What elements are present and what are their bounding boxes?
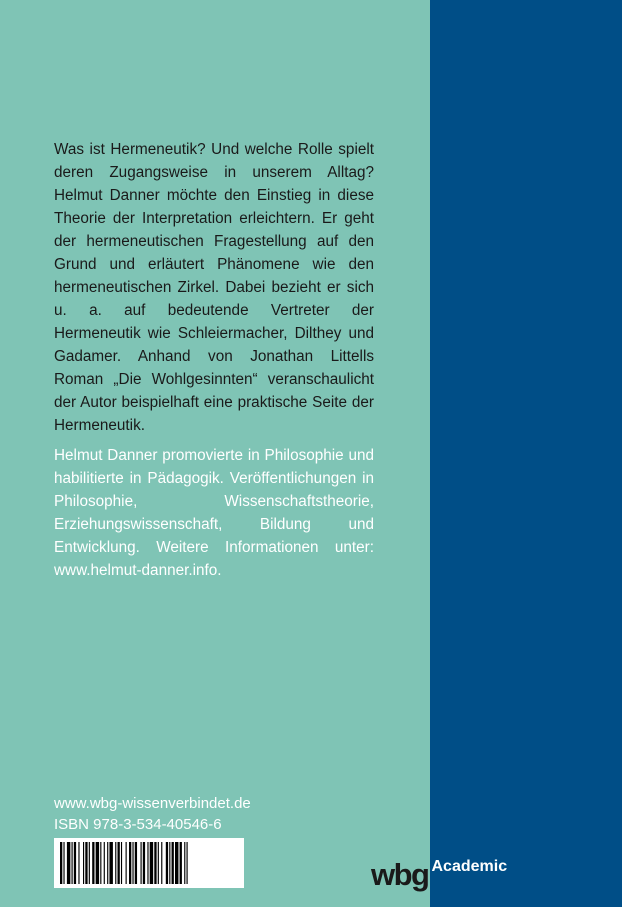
publisher-website: www.wbg-wissenverbindet.de [54, 795, 251, 812]
right-panel [430, 0, 622, 907]
publisher-info [54, 793, 384, 835]
author-bio: Helmut Danner promovierte in Philosophie und habilitierte in Pädagogik. Veröffentlichungen in Philosophie, Wissenschaftstheorie, Erziehungswissenschaft, Bildung und Entwicklung. Weitere Informationen unter: www.helmut-danner.info. [54, 447, 374, 579]
isbn-text: ISBN 978-3-534-40546-6 [54, 816, 222, 833]
logo-imprint: Academic [431, 858, 508, 875]
book-blurb: Was ist Hermeneutik? Und welche Rolle spielt deren Zugangsweise in unserem Alltag? Helmut Danner möchte den Einstieg in diese Theorie der Interpretation erleichtern. Er geht der hermeneutischen Fragestellung auf den Grund und erläutert Phänomene wie den hermeneutischen Zirkel. Dabei bezieht er sich u. a. auf bedeutende Vertreter der Hermeneutik wie Schleiermacher, Dilthey und Gadamer. Anhand von Jonathan Littells Roman „Die Wohlgesinnten“ veranschaulicht der Autor beispielhaft eine praktische Seite der Hermeneutik. [54, 141, 374, 434]
barcode [54, 838, 244, 888]
publisher-logo [371, 850, 507, 890]
logo-brand: wbg [371, 857, 429, 892]
